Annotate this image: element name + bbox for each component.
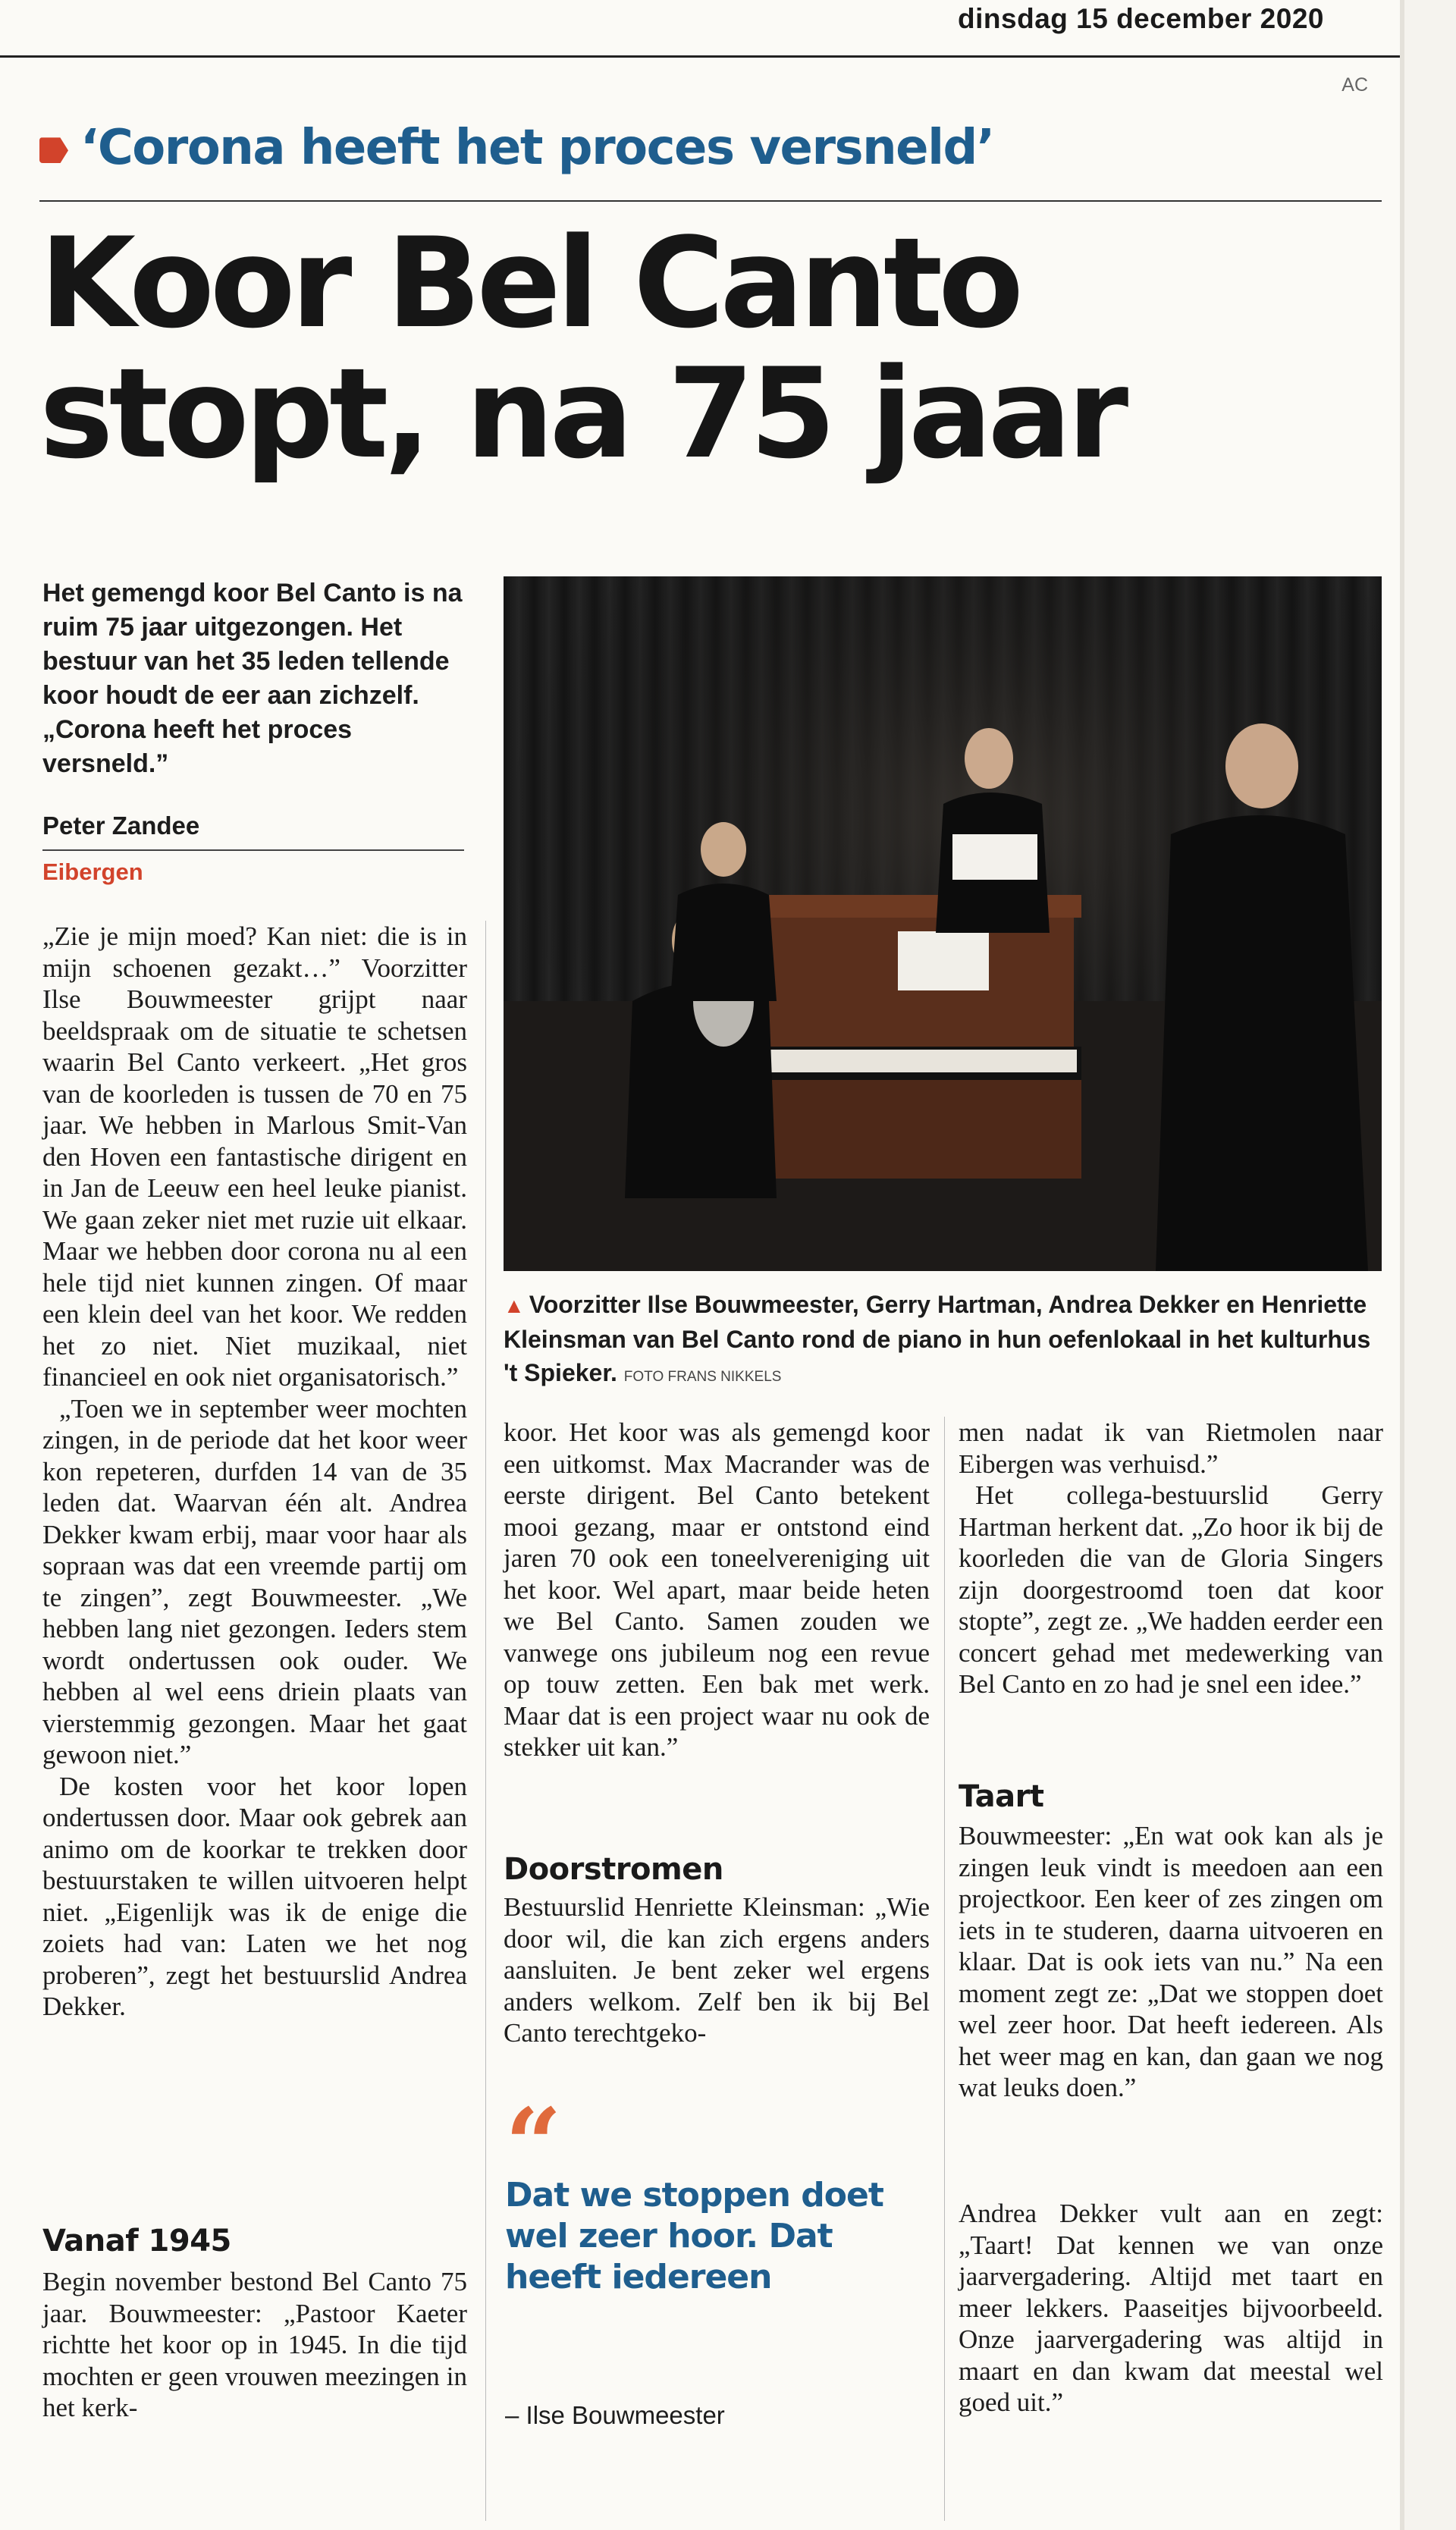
body-column-3 (959, 1417, 1383, 1700)
headline-line-1: Koor Bel Canto (39, 211, 1019, 356)
body-column-2 (504, 1417, 930, 1763)
column-divider-1 (485, 921, 486, 2521)
byline-rule (42, 849, 464, 851)
kicker (39, 120, 994, 176)
subhead-vanaf-1945: Vanaf 1945 (42, 2224, 231, 2258)
paragraph: De kosten voor het koor lopen ondertussen door. Maar ook gebrek aan animo om de koorkar te trekken door bestuurstaken te willen uitvoeren helpt niet. „Eigenlijk was ik de enige die zoiets had van: Laten we het nog proberen”, zegt het bestuurslid Andrea Dekker. (42, 1771, 467, 2021)
paragraph: Bouwmeester: „En wat ook kan als je zingen leuk vindt is meedoen aan een projectkoor. Een keer of zes zingen om iets in te studeren, daarna uitvoeren en klaar. Dat is ook iets van nu.” Na een moment zegt ze: „Dat we stoppen doet wel zeer hoor. Dat heeft iedereen. Als het weer mag en kan, dan gaan we nog wat leuks doen.” (959, 1821, 1383, 2102)
photo-credit: FOTO FRANS NIKKELS (623, 1369, 782, 1385)
header-rule (0, 55, 1400, 58)
issue-date: dinsdag 15 december 2020 (958, 3, 1324, 34)
author-byline: Peter Zandee (42, 811, 200, 840)
article-photo (504, 576, 1382, 1271)
kicker-arrow-icon (39, 137, 68, 163)
body-column-1 (42, 921, 467, 2023)
paragraph: Het collega-bestuurslid Gerry Hartman herkent dat. „Zo hoor ik bij de koorleden die van de Gloria Singers zijn doorgestroomd toen dat koor stopte”, zegt ze. „We hadden eerder een concert gehad met medewerking van Bel Canto en zo had je snel een idee.” (959, 1480, 1383, 1699)
paragraph: „Toen we in september weer mochten zingen, in de periode dat het koor weer kon repeteren, durfden 14 van de 35 leden dat. Waarvan één alt. Andrea Dekker kwam erbij, maar voor haar als sopraan was dat een vreemde partij om te zingen”, zegt Bouwmeester. „We hebben lang niet gezongen. Ieders stem wordt ondertussen ook ouder. We hebben al wel eens driein plaats van vierstemmig gezongen. Maar het gaat gewoon niet.” (42, 1393, 467, 1769)
kicker-rule (39, 200, 1382, 202)
headline (39, 211, 1389, 486)
quote-mark-icon: “ (505, 2086, 562, 2202)
paragraph: men nadat ik van Rietmolen naar Eibergen was verhuisd.” (959, 1417, 1383, 1479)
dateline-location: Eibergen (42, 859, 143, 885)
article-intro: Het gemengd koor Bel Canto is na ruim 75 jaar uitgezongen. Het bestuur van het 35 leden tellende koor houdt de eer aan zichzelf. „Corona heeft het proces versneld.” (42, 579, 463, 778)
paragraph: „Zie je mijn moed? Kan niet: die is in mijn schoenen gezakt…” Voorzitter Ilse Bouwmeester grijpt naar beeldspraak om de situatie te schetsen waarin Bel Canto verkeert. „Het gros van de koorleden is tussen de 70 en 75 jaar. We hebben in Marlous Smit-Van den Hoven een fantastische dirigent en in Jan de Leeuw een heel leuke pianist. We gaan zeker niet met ruzie uit elkaar. Maar we hebben door corona nu al een hele tijd niet kunnen zingen. Of maar een klein deel van het koor. We redden het zo niet. Niet muzikaal, niet financieel en ook niet organisatorisch.” (42, 921, 467, 1392)
pull-quote: Dat we stoppen doet wel zeer hoor. Dat heeft iedereen (505, 2176, 883, 2296)
paragraph: Bestuurslid Henriette Kleinsman: „Wie door wil, die kan zich ergens anders aansluiten. Je bent zeker wel ergens anders welkom. Zelf ben ik bij Bel Canto terechtgeko- (504, 1892, 930, 2048)
caption-text: Voorzitter Ilse Bouwmeester, Gerry Hartman, Andrea Dekker en Henriette Kleinsman van Bel Canto rond de piano in hun oefenlokaal in het kulturhus 't Spieker. (504, 1291, 1371, 1386)
subhead-doorstromen: Doorstromen (504, 1852, 723, 1887)
photo-illustration (504, 576, 1382, 1271)
headline-line-2: stopt, na 75 jaar (39, 341, 1125, 486)
column-divider-2 (944, 1417, 945, 2521)
edition-label: AC (1341, 74, 1368, 96)
pull-quote-author: – Ilse Bouwmeester (505, 2401, 725, 2429)
photo-caption (504, 1288, 1383, 1394)
paragraph: Andrea Dekker vult aan en zegt: „Taart! Dat kennen we van onze jaarvergadering. Altijd met taart en meer lekkers. Paaseitjes bijvoorbeeld. Onze jaarvergadering was altijd in maart en dan kwam dat meestal wel goed uit.” (959, 2199, 1383, 2417)
paragraph: Begin november bestond Bel Canto 75 jaar. Bouwmeester: „Pastoor Kaeter richtte het koor op in 1945. In die tijd mochten er geen vrouwen meezingen in het kerk- (42, 2267, 467, 2422)
caption-triangle-icon: ▲ (504, 1294, 525, 1317)
paragraph: koor. Het koor was als gemengd koor een uitkomst. Max Macrander was de eerste dirigent. Bel Canto betekent mooi gezang, maar er ontstond eind jaren 70 ook een toneelvereniging uit het koor. Wel apart, maar beide heten we Bel Canto. Samen zouden we vanwege ons jubileum nog een revue op touw zetten. Een bak met werk. Maar dat is een project waar nu ook de stekker uit kan.” (504, 1417, 930, 1762)
subhead-taart: Taart (959, 1779, 1044, 1814)
kicker-text: ‘Corona heeft het proces versneld’ (80, 120, 994, 176)
